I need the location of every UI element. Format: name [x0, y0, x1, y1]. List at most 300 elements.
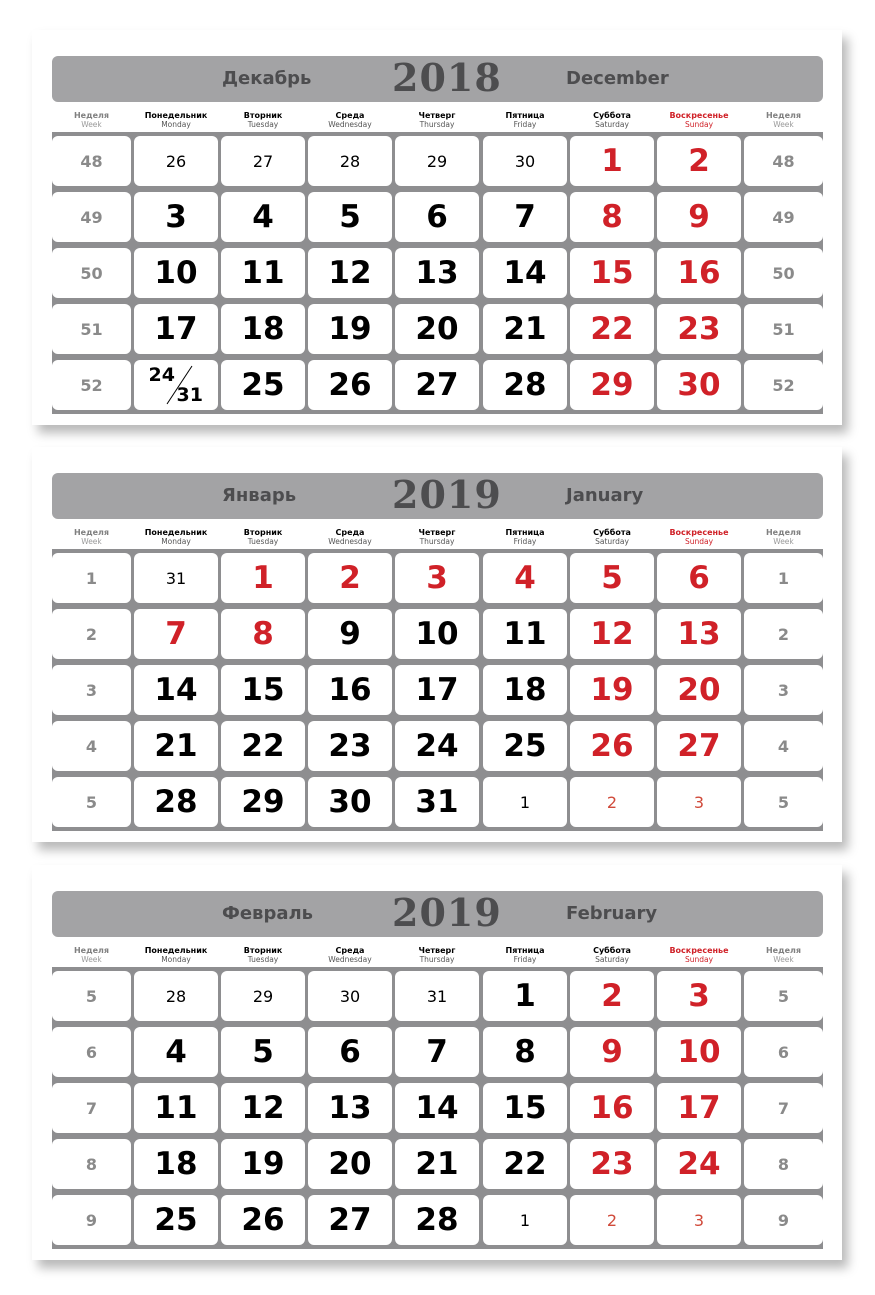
- day-number: 30: [677, 367, 721, 403]
- split-day: [137, 360, 216, 410]
- week-number-cell: [52, 721, 131, 771]
- week-number-cell: [744, 1027, 823, 1077]
- day-number: 5: [252, 1034, 274, 1070]
- weekday-name-en: Thursday: [419, 955, 455, 964]
- week-number-cell: [52, 1139, 131, 1189]
- day-grid: [52, 967, 823, 1249]
- day-cell[interactable]: [657, 1139, 741, 1189]
- day-cell[interactable]: [395, 777, 479, 827]
- day-cell[interactable]: [657, 553, 741, 603]
- day-cell[interactable]: [570, 1027, 654, 1077]
- day-cell[interactable]: [221, 1195, 305, 1245]
- weekday-name-ru: Суббота: [593, 528, 631, 537]
- day-cell[interactable]: [221, 1083, 305, 1133]
- day-cell[interactable]: [221, 1139, 305, 1189]
- day-cell[interactable]: [308, 304, 392, 354]
- day-cell[interactable]: [483, 777, 567, 827]
- weekday-header: [656, 528, 742, 546]
- weekday-name-ru: Неделя: [73, 946, 109, 955]
- weekday-header: [482, 528, 568, 546]
- weekday-header: [741, 946, 827, 964]
- month-sheet: [32, 865, 842, 1260]
- weekday-name-ru: Среда: [335, 946, 365, 955]
- day-cell[interactable]: [657, 136, 741, 186]
- day-cell[interactable]: [134, 136, 218, 186]
- week-number: 6: [85, 1042, 98, 1062]
- week-number-cell: [744, 609, 823, 659]
- weekday-name-en: Friday: [513, 120, 537, 129]
- weekday-header: [49, 528, 135, 546]
- weekday-name-ru: Понедельник: [144, 946, 208, 955]
- week-number: 5: [85, 792, 98, 812]
- day-number: 8: [252, 616, 274, 652]
- day-number: 25: [154, 1202, 198, 1238]
- day-cell[interactable]: [395, 248, 479, 298]
- day-number: 16: [328, 672, 372, 708]
- weekday-header: [133, 528, 219, 546]
- weekday-header: [569, 111, 655, 129]
- week-number-cell: [744, 248, 823, 298]
- week-number: 50: [772, 263, 795, 283]
- day-cell[interactable]: [308, 1027, 392, 1077]
- day-number: 18: [503, 672, 547, 708]
- day-cell[interactable]: [395, 192, 479, 242]
- day-number: 24: [415, 728, 459, 764]
- day-number: 22: [241, 728, 285, 764]
- day-number: 20: [415, 311, 459, 347]
- day-number: 29: [590, 367, 634, 403]
- day-number: 16: [590, 1090, 634, 1126]
- day-number: 27: [415, 367, 459, 403]
- week-number-cell: [52, 136, 131, 186]
- day-number: 16: [677, 255, 721, 291]
- day-cell[interactable]: [308, 777, 392, 827]
- day-cell[interactable]: [134, 248, 218, 298]
- day-number: 7: [165, 616, 187, 652]
- weekday-name-ru: Четверг: [418, 528, 456, 537]
- day-cell[interactable]: [134, 609, 218, 659]
- week-number-cell: [52, 248, 131, 298]
- week-number: 51: [772, 319, 795, 339]
- day-cell[interactable]: [221, 665, 305, 715]
- day-cell[interactable]: [395, 553, 479, 603]
- weekday-header: [133, 946, 219, 964]
- week-number: 52: [772, 375, 795, 395]
- day-cell[interactable]: [657, 721, 741, 771]
- day-cell[interactable]: [308, 971, 392, 1021]
- day-number: 25: [503, 728, 547, 764]
- week-number: 4: [777, 736, 790, 756]
- weekday-header: [49, 946, 135, 964]
- day-cell[interactable]: [134, 1083, 218, 1133]
- day-cell[interactable]: [308, 1083, 392, 1133]
- day-cell[interactable]: [395, 1083, 479, 1133]
- weekday-header: [656, 946, 742, 964]
- day-cell[interactable]: [221, 721, 305, 771]
- day-number: 28: [339, 151, 361, 171]
- day-number: 4: [514, 560, 536, 596]
- day-cell[interactable]: [570, 136, 654, 186]
- day-number: 13: [677, 616, 721, 652]
- year-label: 2019: [392, 472, 502, 517]
- weekday-name-en: Tuesday: [247, 537, 279, 546]
- day-number: 24: [148, 364, 175, 386]
- day-cell[interactable]: [657, 360, 741, 410]
- day-cell[interactable]: [483, 553, 567, 603]
- week-number-cell: [52, 1083, 131, 1133]
- day-number: 15: [503, 1090, 547, 1126]
- day-cell[interactable]: [134, 360, 218, 410]
- day-cell[interactable]: [657, 304, 741, 354]
- day-number: 31: [165, 568, 187, 588]
- day-cell[interactable]: [570, 192, 654, 242]
- day-number: 26: [241, 1202, 285, 1238]
- week-number-cell: [52, 971, 131, 1021]
- weekday-name-en: Friday: [513, 955, 537, 964]
- day-cell[interactable]: [221, 248, 305, 298]
- week-number-cell: [744, 136, 823, 186]
- day-cell[interactable]: [221, 553, 305, 603]
- day-cell[interactable]: [483, 1139, 567, 1189]
- week-number-cell: [744, 777, 823, 827]
- day-cell[interactable]: [483, 248, 567, 298]
- day-cell[interactable]: [395, 609, 479, 659]
- day-cell[interactable]: [134, 971, 218, 1021]
- weekday-name-en: Thursday: [419, 537, 455, 546]
- week-number-cell: [52, 665, 131, 715]
- year-label: 2018: [392, 55, 502, 100]
- weekday-name-en: Saturday: [595, 537, 629, 546]
- day-cell[interactable]: [308, 360, 392, 410]
- day-number: 26: [590, 728, 634, 764]
- day-number: 30: [514, 151, 536, 171]
- weekday-name-ru: Вторник: [243, 111, 283, 120]
- day-cell[interactable]: [221, 192, 305, 242]
- day-cell[interactable]: [483, 721, 567, 771]
- day-cell[interactable]: [570, 304, 654, 354]
- weekday-name-en: Week: [81, 537, 102, 546]
- weekday-name-ru: Воскресенье: [669, 111, 729, 120]
- day-cell[interactable]: [221, 304, 305, 354]
- day-cell[interactable]: [134, 304, 218, 354]
- day-number: 4: [165, 1034, 187, 1070]
- weekday-name-en: Sunday: [684, 955, 714, 964]
- day-cell[interactable]: [570, 971, 654, 1021]
- week-number: 7: [777, 1098, 790, 1118]
- day-cell[interactable]: [483, 1195, 567, 1245]
- weekday-name-ru: Воскресенье: [669, 946, 729, 955]
- month-title-bar: [52, 891, 823, 937]
- day-number: 7: [514, 199, 536, 235]
- day-cell[interactable]: [134, 1195, 218, 1245]
- day-number: 15: [241, 672, 285, 708]
- day-number: 1: [601, 143, 623, 179]
- week-number: 5: [777, 986, 790, 1006]
- day-cell[interactable]: [657, 1083, 741, 1133]
- weekday-name-ru: Неделя: [73, 111, 109, 120]
- week-number-cell: [744, 1083, 823, 1133]
- week-number-cell: [52, 192, 131, 242]
- day-cell[interactable]: [570, 609, 654, 659]
- day-cell[interactable]: [657, 1027, 741, 1077]
- week-number: 9: [777, 1210, 790, 1230]
- day-number: 9: [601, 1034, 623, 1070]
- day-cell[interactable]: [134, 192, 218, 242]
- week-number: 1: [777, 568, 790, 588]
- week-number-cell: [52, 304, 131, 354]
- day-cell[interactable]: [308, 721, 392, 771]
- weekday-header: [307, 528, 393, 546]
- weekday-name-ru: Четверг: [418, 946, 456, 955]
- day-number: 1: [252, 560, 274, 596]
- weekday-name-en: Wednesday: [328, 120, 372, 129]
- day-cell[interactable]: [395, 360, 479, 410]
- weekday-name-ru: Суббота: [593, 111, 631, 120]
- day-grid: [52, 132, 823, 414]
- week-number: 7: [85, 1098, 98, 1118]
- day-number: 20: [328, 1146, 372, 1182]
- day-cell[interactable]: [134, 777, 218, 827]
- day-number: 22: [503, 1146, 547, 1182]
- weekday-name-en: Tuesday: [247, 955, 279, 964]
- month-title-bar: [52, 473, 823, 519]
- day-cell[interactable]: [221, 777, 305, 827]
- day-cell[interactable]: [395, 665, 479, 715]
- day-number: 2: [606, 1210, 618, 1230]
- day-number: 9: [339, 616, 361, 652]
- day-number: 3: [693, 1210, 705, 1230]
- week-number-cell: [744, 192, 823, 242]
- day-cell[interactable]: [221, 609, 305, 659]
- day-cell[interactable]: [395, 1027, 479, 1077]
- day-cell[interactable]: [657, 971, 741, 1021]
- week-number: 5: [777, 792, 790, 812]
- day-cell[interactable]: [483, 360, 567, 410]
- day-cell[interactable]: [570, 248, 654, 298]
- week-number-cell: [52, 609, 131, 659]
- week-number: 51: [80, 319, 103, 339]
- day-cell[interactable]: [395, 304, 479, 354]
- day-number: 3: [688, 978, 710, 1014]
- day-number: 17: [415, 672, 459, 708]
- week-number: 3: [85, 680, 98, 700]
- week-number: 1: [85, 568, 98, 588]
- day-number: 21: [503, 311, 547, 347]
- week-number-cell: [52, 1195, 131, 1245]
- day-number: 17: [677, 1090, 721, 1126]
- day-cell[interactable]: [657, 1195, 741, 1245]
- day-cell[interactable]: [134, 665, 218, 715]
- day-cell[interactable]: [134, 553, 218, 603]
- weekday-name-en: Week: [773, 537, 794, 546]
- weekday-header: [307, 946, 393, 964]
- year-label: 2019: [392, 890, 502, 935]
- day-number: 5: [601, 560, 623, 596]
- day-cell[interactable]: [483, 609, 567, 659]
- week-number-cell: [52, 777, 131, 827]
- week-number: 8: [777, 1154, 790, 1174]
- day-number: 27: [677, 728, 721, 764]
- day-number: 14: [503, 255, 547, 291]
- day-number: 1: [514, 978, 536, 1014]
- day-number: 10: [677, 1034, 721, 1070]
- weekday-name-ru: Неделя: [765, 111, 801, 120]
- day-number: 1: [519, 1210, 531, 1230]
- month-title-bar: [52, 56, 823, 102]
- day-cell[interactable]: [657, 248, 741, 298]
- day-cell[interactable]: [221, 1027, 305, 1077]
- week-number: 49: [80, 207, 103, 227]
- day-cell[interactable]: [395, 971, 479, 1021]
- month-sheet: [32, 447, 842, 842]
- day-number: 29: [252, 986, 274, 1006]
- weekday-header: [569, 946, 655, 964]
- day-cell[interactable]: [570, 665, 654, 715]
- day-number: 29: [426, 151, 448, 171]
- day-number: 21: [154, 728, 198, 764]
- week-number: 9: [85, 1210, 98, 1230]
- weekday-name-en: Tuesday: [247, 120, 279, 129]
- weekday-name-ru: Среда: [335, 111, 365, 120]
- day-cell[interactable]: [570, 360, 654, 410]
- weekday-name-ru: Неделя: [765, 946, 801, 955]
- week-number-cell: [744, 721, 823, 771]
- day-number: 13: [328, 1090, 372, 1126]
- day-number: 18: [241, 311, 285, 347]
- weekday-header: [307, 111, 393, 129]
- weekday-name-en: Saturday: [595, 120, 629, 129]
- day-number: 8: [514, 1034, 536, 1070]
- weekday-name-en: Wednesday: [328, 955, 372, 964]
- weekday-name-en: Week: [773, 955, 794, 964]
- day-number: 28: [154, 784, 198, 820]
- weekday-name-en: Monday: [161, 955, 191, 964]
- day-cell[interactable]: [483, 1083, 567, 1133]
- day-number: 9: [688, 199, 710, 235]
- week-number: 6: [777, 1042, 790, 1062]
- month-name-en: January: [566, 485, 644, 506]
- day-cell[interactable]: [395, 721, 479, 771]
- day-number: 31: [176, 384, 203, 406]
- weekday-header: [49, 111, 135, 129]
- day-number: 31: [426, 986, 448, 1006]
- weekday-name-ru: Пятница: [505, 946, 545, 955]
- weekday-header: [133, 111, 219, 129]
- day-number: 14: [415, 1090, 459, 1126]
- day-cell[interactable]: [570, 721, 654, 771]
- day-number: 3: [165, 199, 187, 235]
- weekday-header: [482, 111, 568, 129]
- month-sheet: [32, 30, 842, 425]
- day-cell[interactable]: [308, 192, 392, 242]
- week-number: 3: [777, 680, 790, 700]
- day-cell[interactable]: [221, 971, 305, 1021]
- week-number-cell: [52, 360, 131, 410]
- day-number: 12: [241, 1090, 285, 1126]
- weekday-name-en: Thursday: [419, 120, 455, 129]
- day-cell[interactable]: [134, 1139, 218, 1189]
- day-number: 24: [677, 1146, 721, 1182]
- day-number: 18: [154, 1146, 198, 1182]
- day-number: 6: [688, 560, 710, 596]
- month-name-ru: Декабрь: [222, 68, 312, 89]
- weekday-name-ru: Суббота: [593, 946, 631, 955]
- day-cell[interactable]: [483, 665, 567, 715]
- day-cell[interactable]: [221, 360, 305, 410]
- week-number: 50: [80, 263, 103, 283]
- day-cell[interactable]: [308, 553, 392, 603]
- day-cell[interactable]: [570, 777, 654, 827]
- day-cell[interactable]: [483, 136, 567, 186]
- day-cell[interactable]: [483, 971, 567, 1021]
- day-cell[interactable]: [308, 136, 392, 186]
- week-number: 48: [772, 151, 795, 171]
- day-number: 23: [677, 311, 721, 347]
- day-number: 7: [426, 1034, 448, 1070]
- day-cell[interactable]: [483, 192, 567, 242]
- day-cell[interactable]: [395, 1139, 479, 1189]
- day-number: 27: [328, 1202, 372, 1238]
- day-cell[interactable]: [657, 609, 741, 659]
- weekday-name-en: Monday: [161, 537, 191, 546]
- week-number-cell: [744, 360, 823, 410]
- day-number: 25: [241, 367, 285, 403]
- day-cell[interactable]: [570, 1083, 654, 1133]
- week-number-cell: [744, 1195, 823, 1245]
- day-cell[interactable]: [483, 1027, 567, 1077]
- day-number: 20: [677, 672, 721, 708]
- day-number: 10: [415, 616, 459, 652]
- day-cell[interactable]: [308, 665, 392, 715]
- day-cell[interactable]: [134, 1027, 218, 1077]
- day-number: 2: [688, 143, 710, 179]
- day-number: 27: [252, 151, 274, 171]
- month-name-ru: Январь: [222, 485, 297, 506]
- day-cell[interactable]: [308, 248, 392, 298]
- weekday-name-en: Week: [81, 955, 102, 964]
- day-cell[interactable]: [308, 609, 392, 659]
- day-cell[interactable]: [657, 777, 741, 827]
- week-number-cell: [744, 1139, 823, 1189]
- weekday-header: [220, 528, 306, 546]
- day-cell[interactable]: [308, 1139, 392, 1189]
- day-cell[interactable]: [483, 304, 567, 354]
- weekday-header: [220, 111, 306, 129]
- day-cell[interactable]: [395, 1195, 479, 1245]
- day-number: 3: [693, 792, 705, 812]
- day-cell[interactable]: [570, 553, 654, 603]
- week-number-cell: [744, 553, 823, 603]
- day-cell[interactable]: [308, 1195, 392, 1245]
- weekday-name-en: Friday: [513, 537, 537, 546]
- weekday-header: [741, 111, 827, 129]
- weekday-header: [220, 946, 306, 964]
- day-cell[interactable]: [657, 192, 741, 242]
- day-grid: [52, 549, 823, 831]
- day-cell[interactable]: [570, 1195, 654, 1245]
- day-cell[interactable]: [221, 136, 305, 186]
- day-cell[interactable]: [134, 721, 218, 771]
- day-cell[interactable]: [657, 665, 741, 715]
- day-number: 19: [241, 1146, 285, 1182]
- weekday-name-ru: Неделя: [73, 528, 109, 537]
- day-cell[interactable]: [570, 1139, 654, 1189]
- month-name-en: February: [566, 903, 658, 924]
- day-number: 31: [415, 784, 459, 820]
- day-cell[interactable]: [395, 136, 479, 186]
- week-number: 49: [772, 207, 795, 227]
- weekday-name-en: Week: [773, 120, 794, 129]
